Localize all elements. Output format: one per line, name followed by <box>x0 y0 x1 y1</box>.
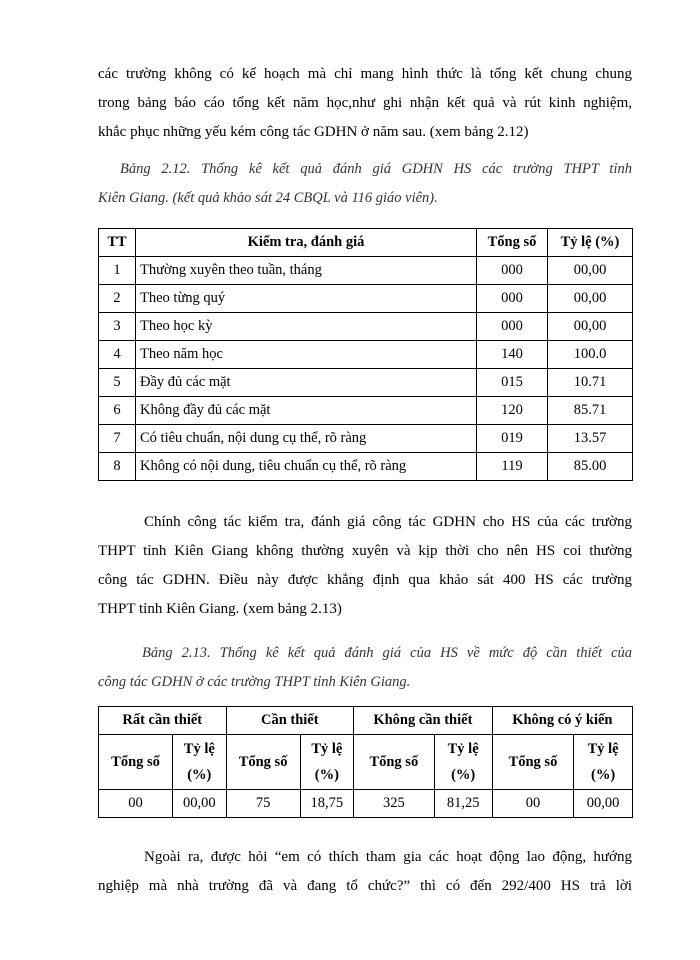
table-header-row <box>99 229 633 257</box>
subheader-percent-label: Tỷ lệ <box>447 741 479 757</box>
cell-percent: 10.71 <box>548 369 633 397</box>
table-213-caption <box>98 639 632 697</box>
table-row <box>99 313 633 341</box>
subheader-percent <box>574 735 633 790</box>
header-total: Tổng số <box>477 229 548 257</box>
table-group-header-row <box>99 707 633 735</box>
subheader-percent-unit: (%) <box>314 767 339 783</box>
caption-line: Bảng 2.13. Thống kê kết quả đánh giá của HS về mức độ cần thiết của <box>142 645 632 661</box>
caption-line: Kiên Giang. (kết quả khảo sát 24 CBQL và 116 giáo viên). <box>98 190 438 206</box>
intro-paragraph <box>98 60 632 147</box>
text-line: Chính công tác kiểm tra, đánh giá công tác GDHN cho HS của các trường <box>144 514 632 530</box>
table-212 <box>98 228 633 481</box>
cell-tt: 3 <box>99 313 136 341</box>
table-row <box>99 397 633 425</box>
text-line: THPT tỉnh Kiên Giang không thường xuyên và kịp thời cho nên HS coi thường <box>98 543 632 559</box>
cell-percent: 81,25 <box>434 790 492 818</box>
cell-criteria: Theo từng quý <box>136 285 477 313</box>
group-very-necessary: Rất cần thiết <box>99 707 227 735</box>
cell-percent: 100.0 <box>548 341 633 369</box>
text-line: THPT tỉnh Kiên Giang. (xem bảng 2.13) <box>98 601 342 617</box>
header-percent: Tỷ lệ (%) <box>548 229 633 257</box>
subheader-percent <box>434 735 492 790</box>
header-criteria: Kiểm tra, đánh giá <box>136 229 477 257</box>
cell-total: 019 <box>477 425 548 453</box>
cell-tt: 7 <box>99 425 136 453</box>
cell-total: 000 <box>477 257 548 285</box>
cell-criteria: Không đầy đủ các mặt <box>136 397 477 425</box>
cell-percent: 13.57 <box>548 425 633 453</box>
subheader-percent <box>173 735 226 790</box>
caption-line: công tác GDHN ở các trường THPT tỉnh Kiên Giang. <box>98 674 411 690</box>
table-212-caption <box>98 155 632 213</box>
text-line: khắc phục những yếu kém công tác GDHN ở năm sau. (xem bảng 2.12) <box>98 124 529 140</box>
cell-tt: 4 <box>99 341 136 369</box>
text-line: Ngoài ra, được hỏi “em có thích tham gia các hoạt động lao động, hướng <box>144 849 632 865</box>
cell-criteria: Đầy đủ các mặt <box>136 369 477 397</box>
subheader-percent-label: Tỷ lệ <box>587 741 619 757</box>
cell-criteria: Thường xuyên theo tuần, tháng <box>136 257 477 285</box>
header-tt: TT <box>99 229 136 257</box>
subheader-total: Tổng số <box>226 735 300 790</box>
subheader-percent-label: Tỷ lệ <box>311 741 343 757</box>
subheader-total: Tổng số <box>99 735 173 790</box>
group-necessary: Cần thiết <box>226 707 354 735</box>
cell-total: 00 <box>492 790 574 818</box>
table-row <box>99 341 633 369</box>
cell-tt: 2 <box>99 285 136 313</box>
subheader-percent-unit: (%) <box>451 767 476 783</box>
subheader-percent-unit: (%) <box>591 767 616 783</box>
caption-line: Bảng 2.12. Thống kê kết quả đánh giá GDHN HS các trường THPT tỉnh <box>120 161 632 177</box>
cell-percent: 00,00 <box>548 285 633 313</box>
cell-criteria: Có tiêu chuẩn, nội dung cụ thể, rõ ràng <box>136 425 477 453</box>
table-row <box>99 790 633 818</box>
cell-percent: 85.00 <box>548 453 633 481</box>
cell-tt: 8 <box>99 453 136 481</box>
subheader-percent-unit: (%) <box>187 767 212 783</box>
table-row <box>99 285 633 313</box>
cell-percent: 18,75 <box>300 790 353 818</box>
subheader-percent <box>300 735 353 790</box>
cell-criteria: Không có nội dung, tiêu chuẩn cụ thể, rõ ràng <box>136 453 477 481</box>
table-row <box>99 257 633 285</box>
text-line: các trường không có kế hoạch mà chỉ mang hình thức là tổng kết chung chung <box>98 66 632 82</box>
cell-total: 000 <box>477 313 548 341</box>
cell-tt: 6 <box>99 397 136 425</box>
table-subheader-row <box>99 735 633 790</box>
subheader-total: Tổng số <box>492 735 574 790</box>
cell-total: 75 <box>226 790 300 818</box>
cell-tt: 5 <box>99 369 136 397</box>
cell-total: 140 <box>477 341 548 369</box>
text-line: công tác GDHN. Điều này được khẳng định qua khảo sát 400 HS các trường <box>98 572 632 588</box>
subheader-percent-label: Tỷ lệ <box>183 741 215 757</box>
cell-total: 000 <box>477 285 548 313</box>
cell-total: 015 <box>477 369 548 397</box>
cell-total: 325 <box>354 790 435 818</box>
cell-percent: 00,00 <box>548 313 633 341</box>
table-row <box>99 369 633 397</box>
group-not-necessary: Không cần thiết <box>354 707 493 735</box>
cell-criteria: Theo năm học <box>136 341 477 369</box>
cell-total: 00 <box>99 790 173 818</box>
cell-total: 119 <box>477 453 548 481</box>
table-row <box>99 453 633 481</box>
cell-percent: 00,00 <box>548 257 633 285</box>
middle-paragraph <box>98 508 632 624</box>
text-line: nghiệp mà nhà trường đã và đang tổ chức?” thì có đến 292/400 HS trả lời <box>98 878 632 894</box>
cell-criteria: Theo học kỳ <box>136 313 477 341</box>
cell-percent: 00,00 <box>173 790 226 818</box>
table-row <box>99 425 633 453</box>
cell-percent: 00,00 <box>574 790 633 818</box>
cell-tt: 1 <box>99 257 136 285</box>
table-213 <box>98 706 633 818</box>
text-line: trong bảng báo cáo tổng kết năm học,như ghi nhận kết quả và rút kinh nghiệm, <box>98 95 632 111</box>
cell-percent: 85.71 <box>548 397 633 425</box>
group-no-opinion: Không có ý kiến <box>492 707 632 735</box>
cell-total: 120 <box>477 397 548 425</box>
closing-paragraph <box>98 843 632 901</box>
subheader-total: Tổng số <box>354 735 435 790</box>
